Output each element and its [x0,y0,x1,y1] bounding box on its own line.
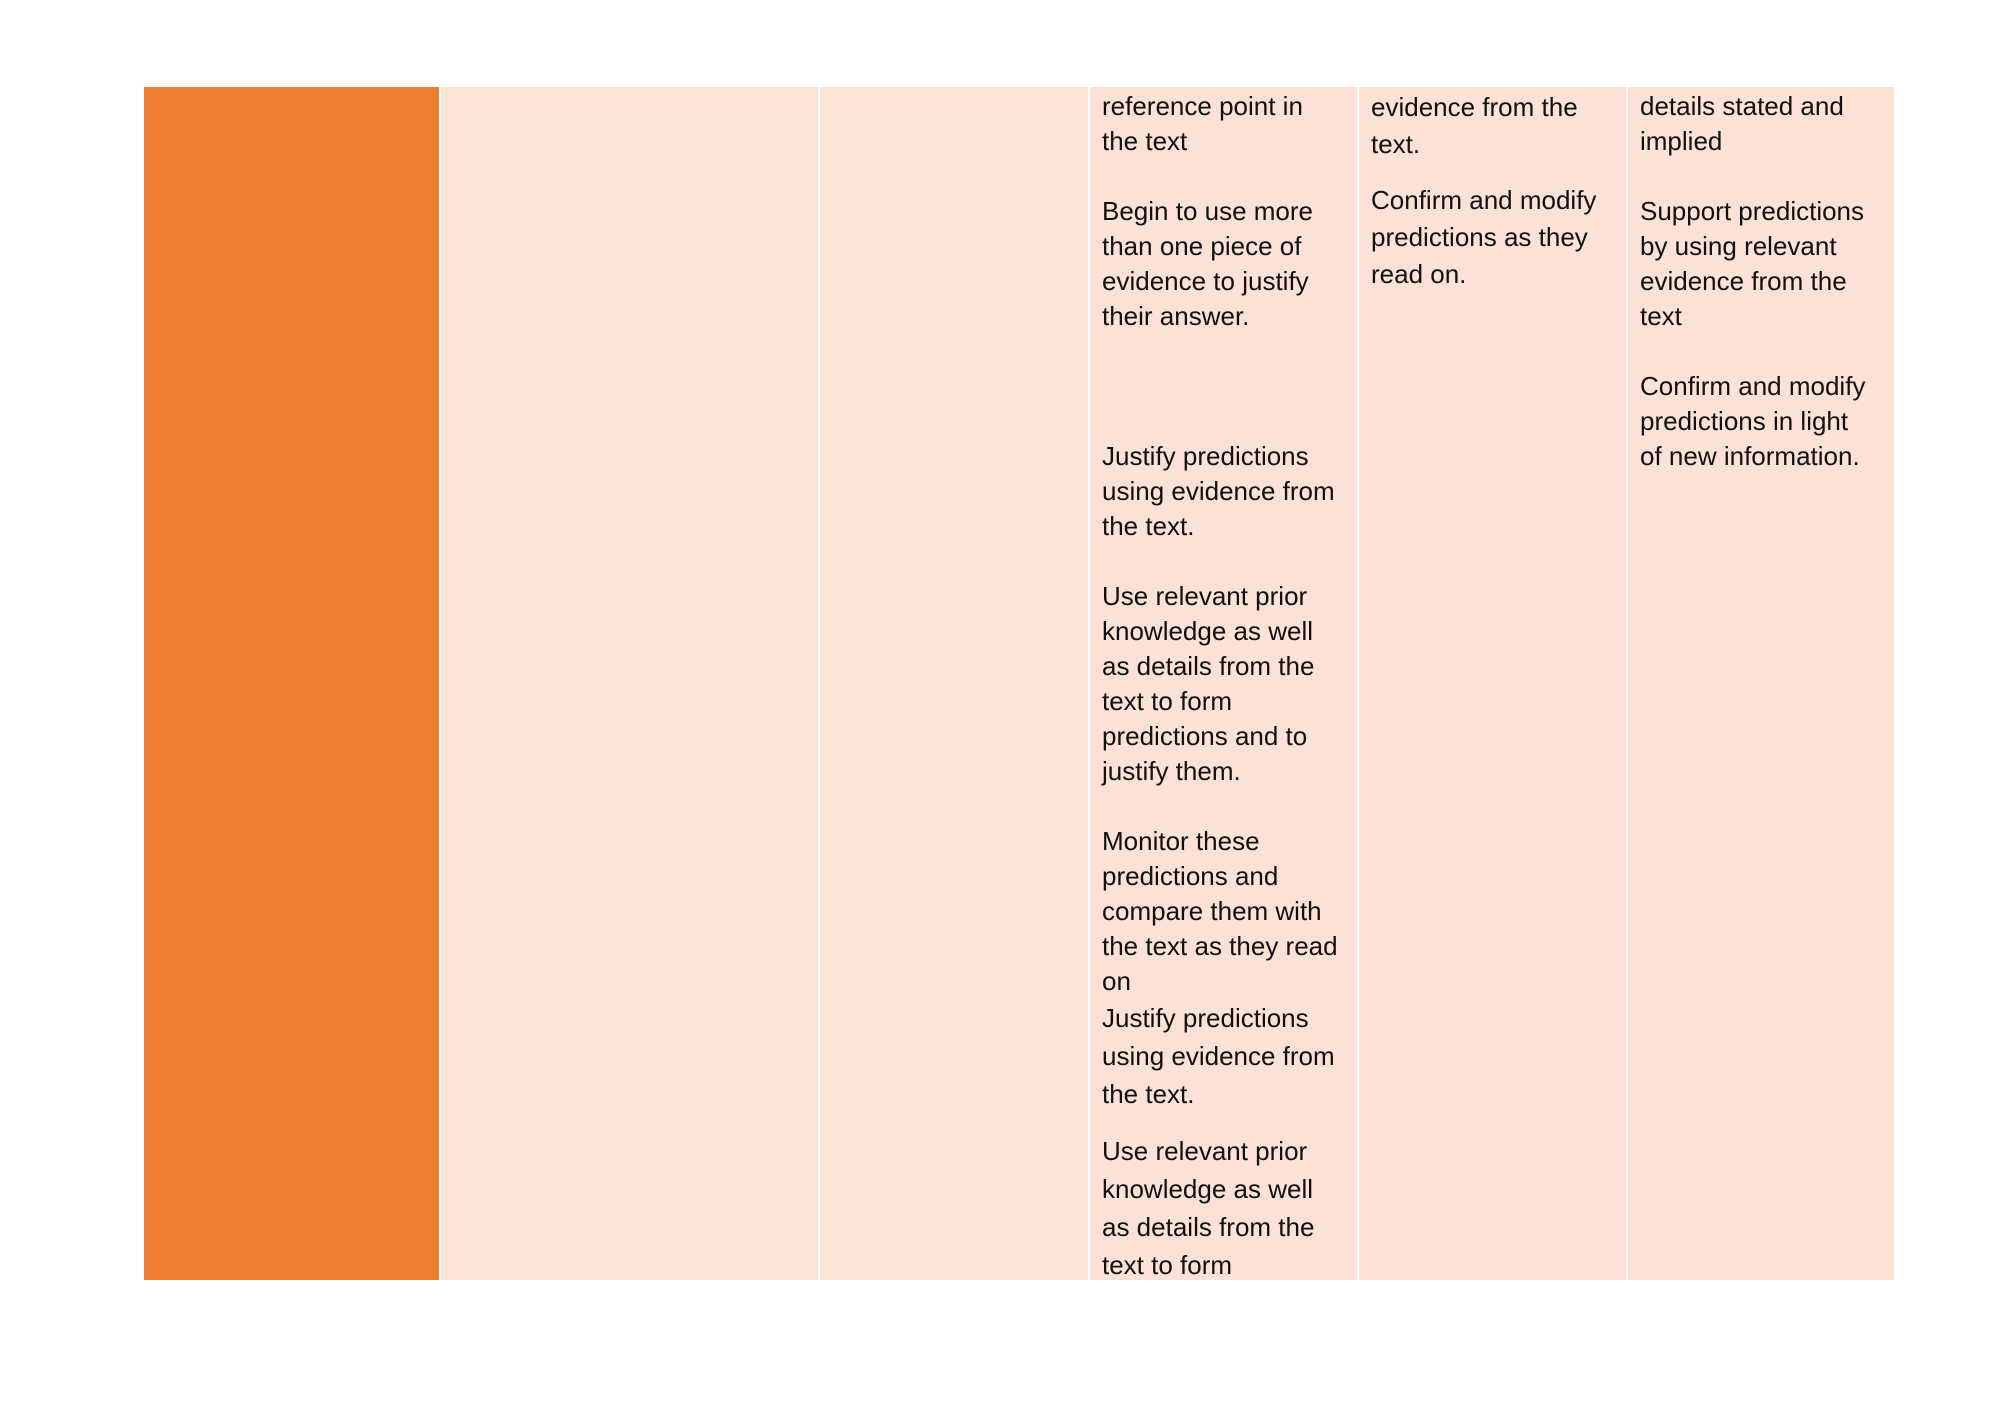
table-cell-text: reference point in the text [1102,91,1303,156]
table-cell-text: Confirm and modify predictions in light of new information. [1640,371,1866,471]
table-column-6 [1626,87,1894,1280]
table-cell-text: Use relevant prior knowledge as well as details from the text to form predictions and to justify them. [1102,581,1315,786]
table-column-4 [1088,87,1357,1280]
table-cell-text: Begin to use more than one piece of evidence to justify their answer. [1102,196,1314,331]
table-cell-text: Support predictions by using relevant evidence from the text [1640,196,1865,331]
table-cell-text: evidence from the text. [1371,92,1578,159]
table-cell-text: Justify predictions using evidence from the text. [1102,1003,1335,1109]
table-column-3 [818,87,1088,1280]
table-column-2 [439,87,818,1280]
table-cell-text: Monitor these predictions and compare them with the text as they read on [1102,826,1338,996]
curriculum-table [144,87,1894,1280]
table-column-5 [1357,87,1626,1280]
table-cell-text: details stated and implied [1640,91,1844,156]
table-column-strand-label [144,87,439,1280]
table-cell-text: Confirm and modify predictions as they read on. [1371,185,1597,289]
table-cell-text: Justify predictions using evidence from the text. [1102,441,1335,541]
table-cell-text: Use relevant prior knowledge as well as details from the text to form [1102,1136,1315,1280]
